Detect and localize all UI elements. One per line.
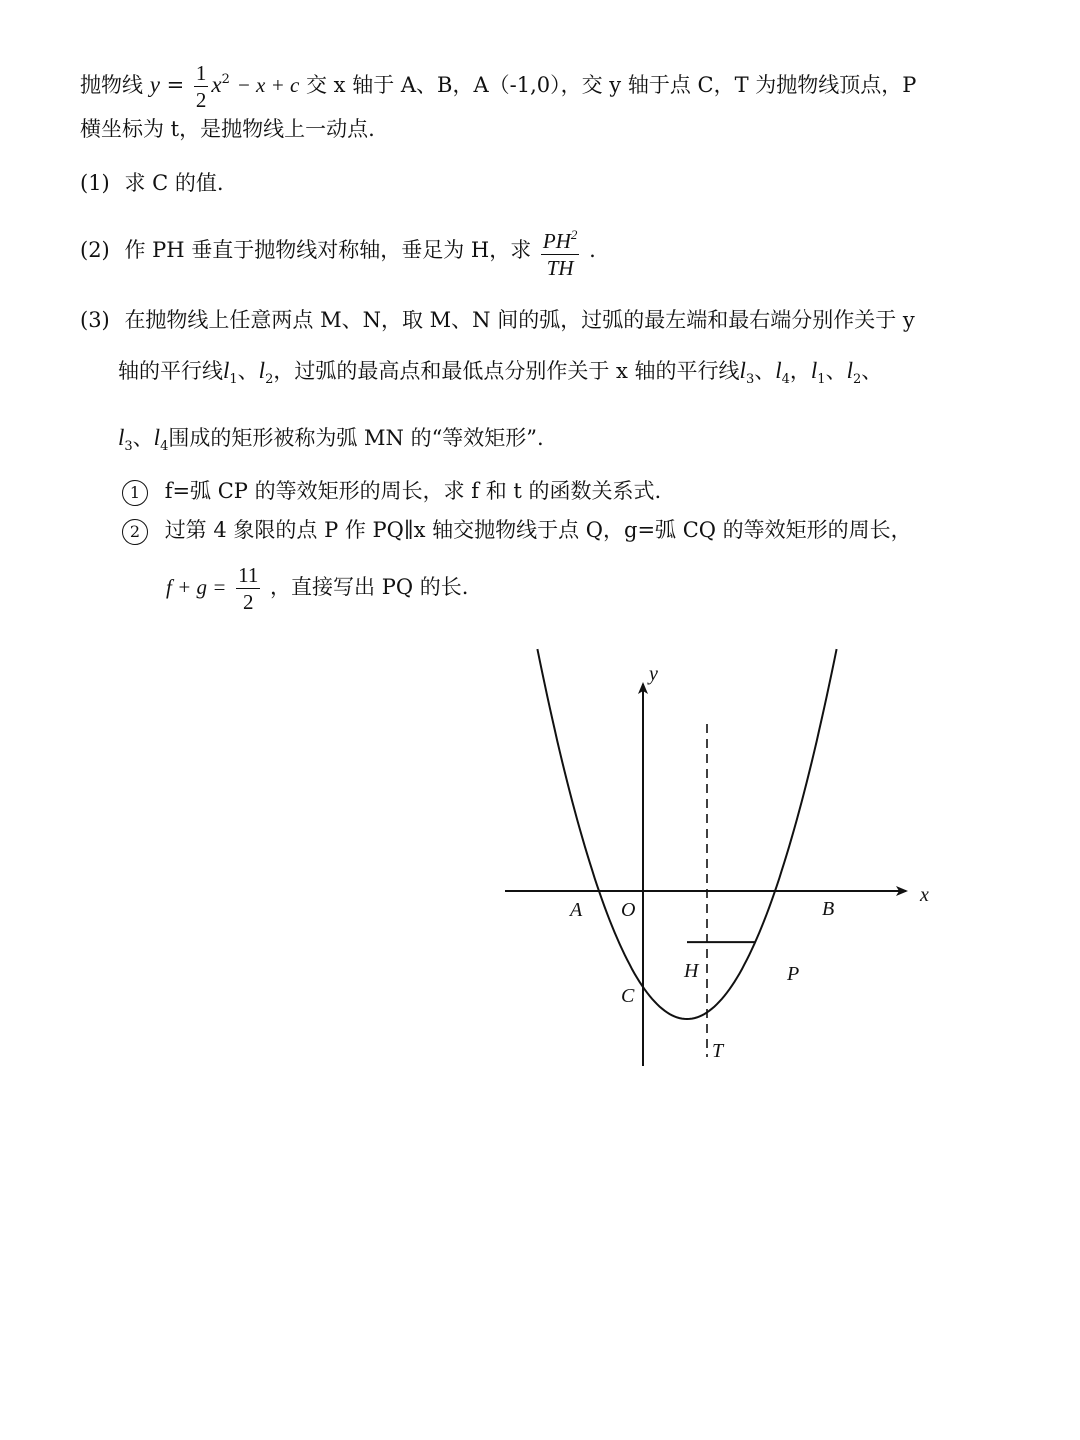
l2-sub: 2 [265,372,274,387]
l1-sub: 1 [229,372,238,387]
label-t: T [712,1040,724,1062]
sep: 、 [754,359,776,383]
l4-letter: l [775,358,782,383]
label-a: A [570,899,583,921]
l3-letter: l [118,425,125,450]
eq-x: x [211,72,222,97]
l1-letter: l [223,358,230,383]
sub2-eq-right: ，直接写出 PQ 的长. [270,575,469,599]
q3-line-3b: 围成的矩形被称为弧 MN 的“等效矩形”. [168,426,544,450]
sub2-fraction-num: 11 [238,563,259,587]
label-b: B [822,898,835,920]
eq-exponent: 2 [221,72,230,87]
q2-end: . [589,238,596,262]
sub2-text: 过第 4 象限的点 P 作 PQ∥x 轴交抛物线于点 Q，g=弧 CQ 的等效矩形的周长， [164,518,912,542]
label-c: C [621,985,635,1007]
q2-number: (2) [80,238,110,262]
comma: ， [789,359,811,383]
label-x: x [920,884,929,906]
sub1-text: f=弧 CP 的等效矩形的周长，求 f 和 t 的函数关系式. [164,479,662,503]
label-y: y [649,663,658,685]
eq-y: y [149,72,160,97]
q3-number: (3) [80,308,110,332]
sep: 、 [825,359,847,383]
label-o: O [621,899,636,921]
q2-fraction-den: TH [546,256,574,280]
l2-letter: l [846,358,853,383]
q2-num-text: PH [542,229,571,253]
l3-sub: 3 [124,439,133,454]
eq-equals: = [166,73,185,97]
intro-text: 交 x 轴于 A、B，A（-1,0），交 y 轴于点 C，T 为抛物线顶点，P [306,73,917,97]
label-p: P [787,963,800,985]
q1-number: (1) [80,171,110,195]
sep: 、 [861,359,883,383]
l1-sub: 1 [817,372,826,387]
sub2-fraction-den: 2 [242,590,254,614]
circled-number-1: 1 [122,480,148,506]
label-h: H [684,960,699,982]
q3-line-2b: ，过弧的最高点和最低点分别作关于 x 轴的平行线 [273,359,740,383]
eq-fraction-den: 2 [195,88,207,112]
circled-number-2: 2 [122,519,148,545]
l4-sub: 4 [781,372,790,387]
sep: 、 [237,359,259,383]
q3-line-2a: 轴的平行线 [118,359,223,383]
q2-num-exp: 2 [570,227,578,242]
sep: 、 [132,426,154,450]
eq-fraction-num: 1 [195,61,207,85]
l1-letter: l [810,358,818,383]
l2-letter: l [258,358,266,383]
eq-rest: − x + c [236,73,300,97]
intro-line-2: 横坐标为 t，是抛物线上一动点. [80,117,375,141]
sub2-eq-left: f + g = [166,575,227,599]
q2-text: 作 PH 垂直于抛物线对称轴，垂足为 H，求 [124,238,532,262]
intro-prefix: 抛物线 [80,73,143,97]
l2-sub: 2 [852,372,862,387]
q3-line-1: 在抛物线上任意两点 M、N，取 M、N 间的弧，过弧的最左端和最右端分别作关于 y [124,308,915,332]
l3-letter: l [739,358,746,383]
l4-letter: l [153,425,161,450]
l3-sub: 3 [745,372,755,387]
l4-sub: 4 [160,439,169,454]
q1-text: 求 C 的值. [124,171,224,195]
